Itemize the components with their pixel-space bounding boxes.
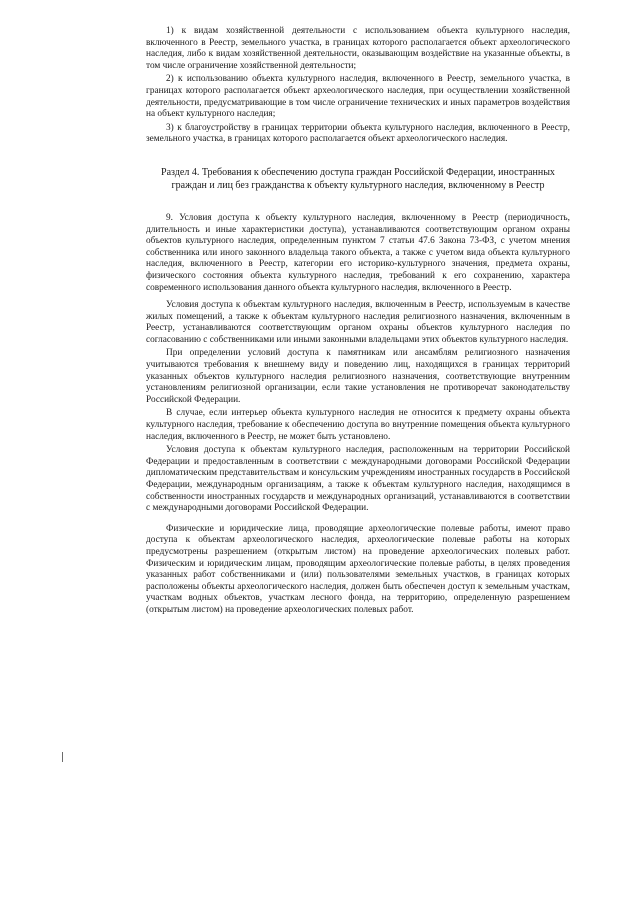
list-item-3: 3) к благоустройству в границах территории объекта культурного наследия, включенного в Реестр, земельного участка, в границах которого располагается объект археологического наследия. bbox=[146, 122, 570, 145]
paragraph-9: 9. Условия доступа к объекту культурного наследия, включенному в Реестр (периодичность, длительность и иные характеристики доступа), устанавливаются соответствующим органом охраны объектов культурного наследия, определенным пунктом 7 статьи 47.6 Закона 73-ФЗ, с учетом мнения собственника или иного законного владельца такого объекта, а также с учетом вида объекта культурного наследия, включенного в Реестр, категории его историко-культурного значения, предмета охраны, физического состояния объекта культурного наследия, требований к его сохранению, характера современного использования данного объекта культурного наследия, включенного в Реестр. bbox=[146, 212, 570, 293]
list-item-2: 2) к использованию объекта культурного наследия, включенного в Реестр, земельного участка, в границах которого располагается объект археологического наследия, при осуществлении хозяйственной деятельности, предусматривающие в том числе ограничение технических и иных параметров воздействия на объект культурного наследия; bbox=[146, 74, 570, 120]
paragraph-interior: В случае, если интерьер объекта культурного наследия не относится к предмету охраны объекта культурного наследия, требование к обеспечению доступа во внутренние помещения объекта культурного наследия, включенного в Реестр, не может быть установлено. bbox=[146, 408, 570, 442]
paragraph-religious-requirements: При определении условий доступа к памятникам или ансамблям религиозного назначения учитываются требования к внешнему виду и поведению лиц, находящихся в границах территорий указанных объектов культурного наследия религиозного назначения, соответствующие внутренним установлениям религиозной организации, если такие установления не противоречат законодательству Российской Федерации. bbox=[146, 348, 570, 405]
document-body bbox=[146, 26, 570, 619]
section-title: Раздел 4. Требования к обеспечению доступа граждан Российской Федерации, иностранных граждан и лиц без гражданства к объекту культурного наследия, включенному в Реестр bbox=[161, 166, 555, 192]
paragraph-diplomatic: Условия доступа к объектам культурного наследия, расположенным на территории Российской Федерации и предоставленным в соответствии с международными договорами Российской Федерации дипломатическим представительствам и консульским учреждениям иностранных государств в Российской Федерации, международным организациям, а также к объектам культурного наследия, находящимся в собственности иностранных государств и международных организаций, устанавливаются в соответствии с международными договорами Российской Федерации. bbox=[146, 445, 570, 514]
list-item-1: 1) к видам хозяйственной деятельности с использованием объекта культурного наследия, включенного в Реестр, земельного участка, в границах которого располагается объект археологического наследия, либо к видам хозяйственной деятельности, оказывающим воздействие на указанные объекты, в том числе ограничение хозяйственной деятельности; bbox=[146, 26, 570, 71]
paragraph-archaeological: Физические и юридические лица, проводящие археологические полевые работы, имеют право доступа к объектам археологического наследия, археологические полевые работы на которых предусмотрены разрешением (открытым листом) на проведение археологических полевых работ. Физическим и юридическим лицам, проводящим археологические полевые работы, в целях проведения указанных работ собственниками и (или) пользователями земельных участков, в границах которых расположены объекты археологического наследия, должен быть обеспечен доступ к земельным участкам, участкам водных объектов, участкам лесного фонда, на территорию, определенную разрешением (открытым листом) на проведение археологических полевых работ. bbox=[146, 523, 570, 615]
paragraph-access-residential-religious: Условия доступа к объектам культурного наследия, включенным в Реестр, используемым в качестве жилых помещений, а также к объектам культурного наследия религиозного назначения, включенным в Реестр, устанавливаются соответствующим органом охраны объектов культурного наследия по согласованию с собственниками или иными законными владельцами этих объектов культурного наследия. bbox=[146, 300, 570, 345]
margin-mark bbox=[62, 752, 63, 762]
